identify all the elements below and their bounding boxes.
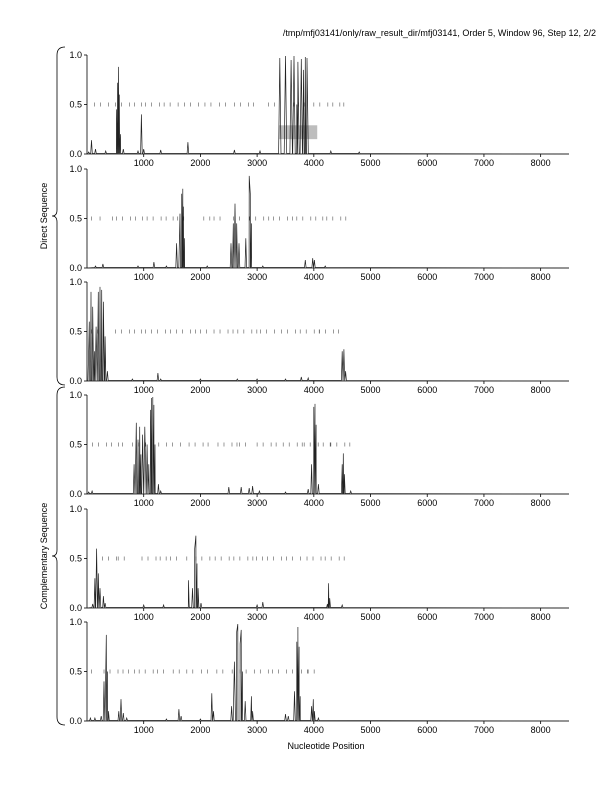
probability-trace — [87, 536, 569, 608]
y-tick-label: 1.0 — [69, 617, 82, 627]
group-bracket — [52, 387, 65, 725]
x-tick-label: 3000 — [247, 158, 268, 168]
x-tick-label: 6000 — [417, 725, 438, 735]
x-tick-label: 4000 — [303, 158, 324, 168]
y-tick-label: 0.0 — [69, 376, 82, 386]
panel-5 — [69, 504, 569, 622]
x-tick-label: 2000 — [190, 612, 211, 622]
y-tick-label: 0.5 — [69, 213, 82, 224]
x-tick-label: 3000 — [247, 612, 268, 622]
y-tick-label: 0.0 — [69, 489, 82, 499]
orf-markers — [92, 330, 339, 334]
x-tick-label: 5000 — [360, 498, 381, 508]
y-tick-label: 1.0 — [69, 164, 82, 174]
orf-markers — [93, 443, 350, 447]
highlight-box — [279, 125, 317, 139]
x-tick-label: 8000 — [530, 158, 551, 168]
x-tick-label: 6000 — [417, 498, 438, 508]
x-tick-label: 2000 — [190, 272, 211, 282]
x-tick-label: 4000 — [303, 612, 324, 622]
x-tick-label: 1000 — [133, 612, 154, 622]
x-tick-label: 3000 — [247, 385, 268, 395]
x-tick-label: 5000 — [360, 612, 381, 622]
probability-trace — [87, 176, 569, 268]
x-tick-label: 1000 — [133, 498, 154, 508]
x-tick-label: 5000 — [360, 725, 381, 735]
x-tick-label: 1000 — [133, 385, 154, 395]
x-tick-label: 2000 — [190, 158, 211, 168]
y-tick-label: 0.0 — [69, 149, 82, 159]
panels — [69, 50, 569, 735]
x-tick-label: 5000 — [360, 272, 381, 282]
x-tick-label: 8000 — [530, 725, 551, 735]
group-2 — [39, 387, 65, 725]
y-tick-label: 0.0 — [69, 263, 82, 273]
x-tick-label: 1000 — [133, 158, 154, 168]
x-tick-label: 7000 — [473, 498, 494, 508]
orf-markers — [94, 103, 343, 107]
x-tick-label: 1000 — [133, 272, 154, 282]
group-bracket — [52, 47, 65, 385]
x-tick-label: 4000 — [303, 385, 324, 395]
orf-markers — [92, 670, 315, 674]
group-label: Direct Sequence — [39, 182, 49, 250]
panel-4 — [69, 390, 569, 508]
x-tick-label: 7000 — [473, 158, 494, 168]
probability-trace — [87, 287, 569, 381]
group-label: Complementary Sequence — [39, 502, 49, 610]
x-tick-label: 2000 — [190, 498, 211, 508]
x-tick-label: 2000 — [190, 725, 211, 735]
group-1 — [39, 47, 65, 385]
x-tick-label: 8000 — [530, 498, 551, 508]
y-tick-label: 0.5 — [69, 553, 82, 564]
orf-markers — [92, 217, 346, 221]
x-tick-label: 6000 — [417, 158, 438, 168]
x-tick-label: 4000 — [303, 272, 324, 282]
x-tick-label: 3000 — [247, 498, 268, 508]
y-tick-label: 1.0 — [69, 277, 82, 287]
panel-3 — [69, 277, 569, 395]
y-tick-label: 0.5 — [69, 326, 82, 337]
x-tick-label: 8000 — [530, 385, 551, 395]
panel-6 — [69, 617, 569, 735]
y-tick-label: 1.0 — [69, 50, 82, 60]
x-tick-label: 7000 — [473, 272, 494, 282]
y-tick-label: 0.5 — [69, 666, 82, 677]
x-tick-label: 1000 — [133, 725, 154, 735]
group-labels — [39, 47, 65, 725]
x-axis-label: Nucleotide Position — [287, 741, 365, 751]
y-tick-label: 0.5 — [69, 439, 82, 450]
x-tick-label: 7000 — [473, 612, 494, 622]
x-tick-label: 6000 — [417, 385, 438, 395]
x-tick-label: 3000 — [247, 725, 268, 735]
x-tick-label: 5000 — [360, 385, 381, 395]
x-tick-label: 6000 — [417, 272, 438, 282]
y-tick-label: 0.0 — [69, 603, 82, 613]
x-tick-label: 6000 — [417, 612, 438, 622]
x-tick-label: 3000 — [247, 272, 268, 282]
x-tick-label: 8000 — [530, 612, 551, 622]
probability-trace — [87, 624, 569, 721]
x-tick-label: 8000 — [530, 272, 551, 282]
x-tick-label: 7000 — [473, 385, 494, 395]
x-tick-label: 5000 — [360, 158, 381, 168]
y-tick-label: 1.0 — [69, 504, 82, 514]
panel-2 — [69, 164, 569, 282]
orf-markers — [102, 557, 344, 561]
y-tick-label: 1.0 — [69, 390, 82, 400]
panel-1 — [69, 50, 569, 168]
y-tick-label: 0.0 — [69, 716, 82, 726]
x-tick-label: 2000 — [190, 385, 211, 395]
x-tick-label: 7000 — [473, 725, 494, 735]
y-tick-label: 0.5 — [69, 99, 82, 110]
figure-title: /tmp/mfj03141/only/raw_result_dir/mfj03141, Order 5, Window 96, Step 12, 2/2 — [282, 28, 596, 38]
x-tick-label: 4000 — [303, 725, 324, 735]
probability-trace — [87, 397, 569, 494]
x-tick-label: 4000 — [303, 498, 324, 508]
